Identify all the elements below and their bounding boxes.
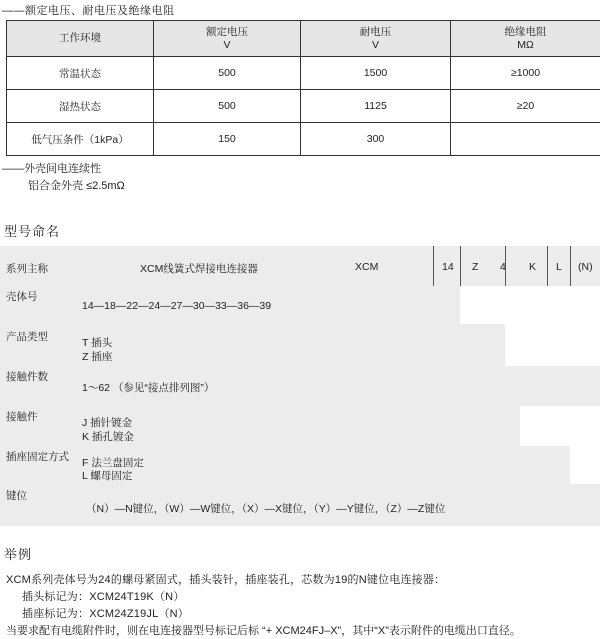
divider — [433, 246, 434, 286]
ratings-heading: ——额定电压、耐电压及绝缘电阻 — [2, 5, 175, 17]
code-mount: L — [556, 261, 562, 273]
contacts-label: 接触件数 — [6, 371, 48, 383]
code-key: (N) — [578, 261, 593, 273]
model-title: 型号命名 — [4, 224, 61, 239]
table-cell: 150 — [154, 123, 301, 156]
divider — [547, 246, 548, 286]
table-cell: 1500 — [301, 57, 451, 90]
code-shell: 14 — [442, 261, 454, 273]
ratings-header-row — [7, 21, 600, 57]
header-insulation-resistance: 绝缘电阻 MΩ — [451, 21, 600, 57]
shell-detail: 铝合金外壳 ≤2.5mΩ — [28, 180, 125, 192]
type-label: 产品类型 — [6, 331, 48, 343]
type-line-socket: Z 插座 — [82, 351, 113, 363]
shell-label: 壳体号 — [6, 291, 38, 303]
table-cell: ≥1000 — [451, 57, 600, 90]
divider — [570, 246, 571, 286]
table-row — [7, 90, 600, 123]
series-code: XCM — [355, 261, 379, 273]
row-band-contact — [0, 406, 520, 446]
series-label: 系列主称 — [6, 263, 48, 275]
example-title: 举例 — [4, 547, 33, 562]
key-label: 键位 — [6, 490, 27, 502]
shell-values: 14—18—22—24—27—30—33—36—39 — [82, 300, 272, 312]
shell-heading: ——外壳间电连续性 — [2, 163, 101, 175]
table-cell: 500 — [154, 90, 301, 123]
table-cell — [451, 123, 600, 156]
contacts-value: 1～62 （参见“接点排列图”） — [82, 382, 215, 394]
mount-label: 插座固定方式 — [6, 451, 69, 463]
table-cell: ≥20 — [451, 90, 600, 123]
table-row — [7, 123, 600, 156]
mount-line-flange: F 法兰盘固定 — [82, 457, 144, 469]
ratings-table — [6, 20, 600, 156]
table-cell: 500 — [154, 57, 301, 90]
example-socket-marking: 插座标记为：XCM24Z19JL（N） — [22, 608, 189, 620]
table-cell: 湿热状态 — [7, 90, 154, 123]
table-cell: 1125 — [301, 90, 451, 123]
header-withstand-voltage: 耐电压 V — [301, 21, 451, 57]
table-cell: 300 — [301, 123, 451, 156]
contact-line-socket: K 插孔镀金 — [82, 431, 134, 443]
table-cell: 常温状态 — [7, 57, 154, 90]
code-type: Z — [472, 261, 479, 273]
row-band-type — [0, 324, 505, 366]
table-cell: 低气压条件（1kPa） — [7, 123, 154, 156]
contact-line-pin: J 插针镀金 — [82, 417, 133, 429]
series-name: XCM线簧式焊接电连接器 — [140, 263, 258, 275]
example-accessory-note: 当要求配有电缆附件时，则在电连接器型号标记后标 “+ XCM24FJ–X”，其中“X”表示附件的电缆出口直径。 — [6, 625, 521, 637]
divider — [460, 246, 461, 286]
table-row — [7, 57, 600, 90]
code-contacts: 4 — [500, 261, 506, 273]
mount-line-nut: L 螺母固定 — [82, 470, 133, 482]
type-line-plug: T 插头 — [82, 337, 113, 349]
example-line: XCM系列壳体号为24的螺母紧固式，插头装针，插座装孔，芯数为19的N键位电连接器： — [6, 574, 446, 586]
key-values: （N）—N键位，（W）—W键位，（X）—X键位，（Y）—Y键位，（Z）—Z键位 — [86, 503, 446, 515]
contact-label: 接触件 — [6, 411, 38, 423]
header-rated-voltage: 额定电压 V — [154, 21, 301, 57]
code-contact: K — [529, 261, 537, 273]
row-band-series — [0, 246, 600, 286]
example-plug-marking: 插头标记为：XCM24T19K（N） — [22, 591, 185, 603]
header-environment: 工作环境 — [7, 21, 154, 57]
